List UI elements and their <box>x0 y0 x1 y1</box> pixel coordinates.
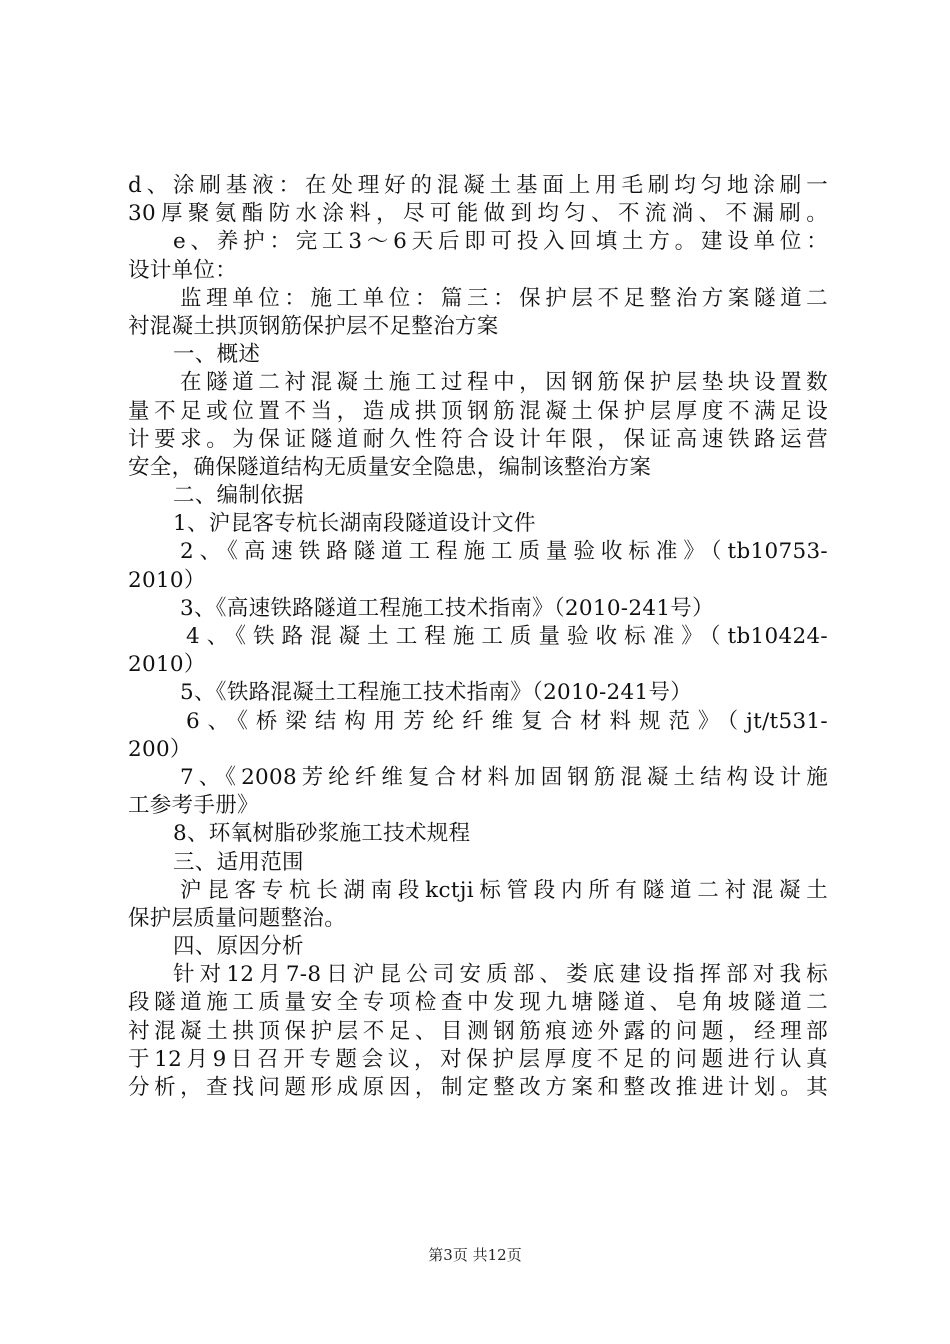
list-item: 7、《2008芳纶纤维复合材料加固钢筋混凝土结构设计施 <box>180 764 828 790</box>
text-line: 30厚聚氨酯防水涂料，尽可能做到均匀、不流淌、不漏刷。 <box>128 201 828 227</box>
text-line: 针对12月7-8日沪昆公司安质部、娄底建设指挥部对我标 <box>173 962 828 988</box>
section-heading: 一、概述 <box>173 342 261 368</box>
text-line: 在隧道二衬混凝土施工过程中，因钢筋保护层垫块设置数 <box>180 370 828 396</box>
list-item: 4、《铁路混凝土工程施工质量验收标准》（tb10424- <box>186 624 828 649</box>
list-item-continuation: 200） <box>128 736 192 762</box>
text-line: 设计单位： <box>128 257 238 283</box>
page-number-footer: 第3页 共12页 <box>428 1246 522 1264</box>
section-heading: 三、适用范围 <box>173 849 304 875</box>
text-line: 衬混凝土拱顶保护层不足、目测钢筋痕迹外露的问题，经理部 <box>128 1018 828 1044</box>
list-item: 6、《桥梁结构用芳纶纤维复合材料规范》（jt/t531- <box>186 708 828 734</box>
list-item: 1、沪昆客专杭长湖南段隧道设计文件 <box>173 511 536 537</box>
list-item-continuation: 2010） <box>128 652 206 678</box>
text-line: 衬混凝土拱顶钢筋保护层不足整治方案 <box>128 313 499 339</box>
text-line: d、涂刷基液：在处理好的混凝土基面上用毛刷均匀地涂刷一 <box>128 173 828 198</box>
list-item-continuation: 工参考手册》 <box>128 793 259 819</box>
text-line: 监理单位：施工单位：篇三：保护层不足整治方案隧道二 <box>180 285 828 311</box>
list-item: 2、《高速铁路隧道工程施工质量验收标准》（tb10753- <box>180 539 828 565</box>
text-line: e、养护：完工3～6天后即可投入回填土方。建设单位： <box>173 229 828 255</box>
list-item: 8、环氧树脂砂浆施工技术规程 <box>173 821 471 847</box>
list-item: 5、《铁路混凝土工程施工技术指南》（2010-241号） <box>180 680 693 706</box>
text-line: 计要求。为保证隧道耐久性符合设计年限，保证高速铁路运营 <box>128 426 828 452</box>
text-line: 于12月9日召开专题会议，对保护层厚度不足的问题进行认真 <box>128 1046 828 1072</box>
text-line: 沪昆客专杭长湖南段kctji标管段内所有隧道二衬混凝土 <box>180 877 828 903</box>
text-line: 量不足或位置不当，造成拱顶钢筋混凝土保护层厚度不满足设 <box>128 398 828 424</box>
section-heading: 二、编制依据 <box>173 483 304 509</box>
text-line: 保护层质量问题整治。 <box>128 905 347 931</box>
list-item-continuation: 2010） <box>128 567 206 593</box>
text-line: 段隧道施工质量安全专项检查中发现九塘隧道、皂角坡隧道二 <box>128 990 828 1016</box>
section-heading: 四、原因分析 <box>173 934 304 960</box>
list-item: 3、《高速铁路隧道工程施工技术指南》（2010-241号） <box>180 595 714 621</box>
document-body <box>128 172 828 1102</box>
text-line: 安全，确保隧道结构无质量安全隐患，编制该整治方案 <box>128 454 652 480</box>
text-line: 分析，查找问题形成原因，制定整改方案和整改推进计划。其 <box>128 1075 828 1100</box>
